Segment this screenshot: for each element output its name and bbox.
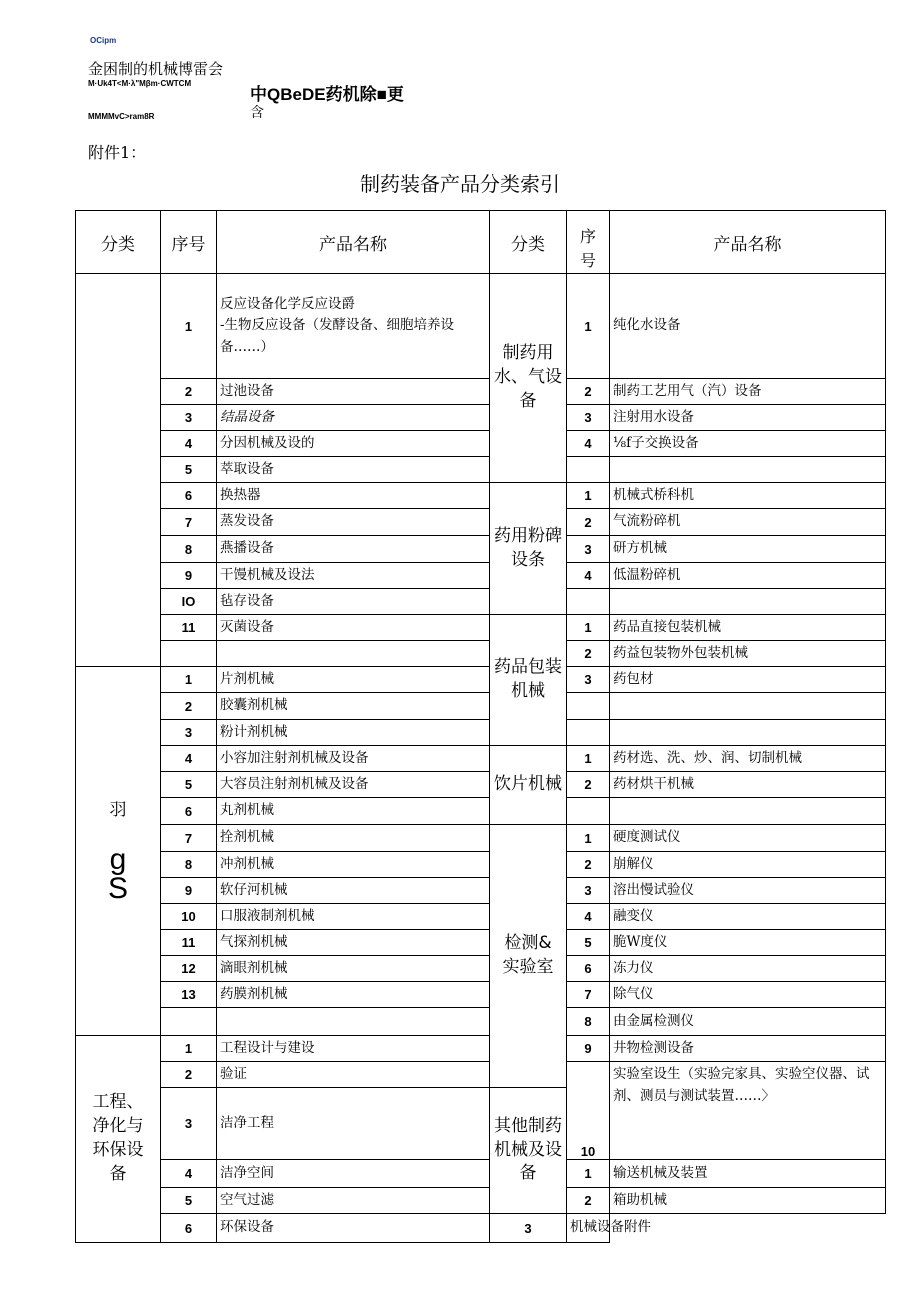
product-name-cell: 冲剂机械 <box>217 852 490 878</box>
table-row <box>76 1036 886 1062</box>
org-name-en-2: MMMMvC>ram8R <box>88 112 155 121</box>
seq-cell: 2 <box>161 693 217 720</box>
seq-cell: 12 <box>161 956 217 982</box>
seq-cell: 5 <box>161 457 217 483</box>
product-name-cell: 纯化水设备 <box>610 274 886 379</box>
product-name-cell: 药膜剂机械 <box>217 982 490 1008</box>
product-index-table <box>75 210 886 1243</box>
seq-cell: 1 <box>567 274 610 379</box>
table-row <box>76 878 886 904</box>
table-row <box>76 509 886 536</box>
table-row <box>76 615 886 641</box>
seq-cell: 4 <box>161 1160 217 1188</box>
seq-cell: 9 <box>161 563 217 589</box>
table-row <box>76 720 886 746</box>
product-name-cell <box>610 798 886 825</box>
seq-cell: 3 <box>161 720 217 746</box>
product-name-cell: 药包材 <box>610 667 886 693</box>
product-name-cell: 冻力仪 <box>610 956 886 982</box>
product-name-cell: 实验室设生（实验完家具、实验空仪器、试剂、测员与测试装置……〉 <box>610 1062 886 1160</box>
seq-cell: 2 <box>161 379 217 405</box>
product-name-cell: 萃取设备 <box>217 457 490 483</box>
product-name-cell: 毡存设备 <box>217 589 490 615</box>
product-name-cell: 分因机械及设的 <box>217 431 490 457</box>
product-name-cell: 灭菌设备 <box>217 615 490 641</box>
org-name-en: M·Uk4T<M·λ"Mβm·CWTCM <box>88 79 192 88</box>
table-row <box>76 693 886 720</box>
seq-cell: 7 <box>161 825 217 852</box>
seq-cell: 7 <box>161 509 217 536</box>
product-name-cell: 药材烘干机械 <box>610 772 886 798</box>
seq-cell: 9 <box>567 1036 610 1062</box>
table-row <box>76 379 886 405</box>
product-name-cell: 燕播设备 <box>217 536 490 563</box>
seq-cell: 10 <box>567 1062 610 1160</box>
association-title: 中QBeDE药机除■更 <box>250 85 404 104</box>
seq-cell: 3 <box>567 405 610 431</box>
category-cell <box>76 667 161 1036</box>
product-name-cell: 洁净空间 <box>217 1160 490 1188</box>
product-name-cell: 低温粉碎机 <box>610 563 886 589</box>
seq-cell: 3 <box>161 405 217 431</box>
table-row <box>76 641 886 667</box>
table-row <box>76 1160 886 1188</box>
seq-cell: 8 <box>161 852 217 878</box>
product-name-cell <box>610 693 886 720</box>
table-row <box>76 982 886 1008</box>
col-header-product: 产品名称 <box>217 211 490 274</box>
seq-cell: 4 <box>567 904 610 930</box>
product-name-cell: 注射用水设备 <box>610 405 886 431</box>
table-row <box>76 956 886 982</box>
table-row <box>76 772 886 798</box>
table-row <box>76 825 886 852</box>
seq-cell: 7 <box>567 982 610 1008</box>
product-name-cell: 除气仪 <box>610 982 886 1008</box>
product-name-cell: 硬度测试仪 <box>610 825 886 852</box>
seq-cell: 4 <box>567 563 610 589</box>
table-row <box>76 667 886 693</box>
seq-cell <box>567 720 610 746</box>
product-name-cell: 气流粉碎机 <box>610 509 886 536</box>
product-name-cell: 滴眼剂机械 <box>217 956 490 982</box>
seq-cell: IO <box>161 589 217 615</box>
table-row <box>76 1008 886 1036</box>
seq-cell: 5 <box>567 930 610 956</box>
seq-cell <box>161 641 217 667</box>
product-name-cell: 药益包装物外包装机械 <box>610 641 886 667</box>
seq-cell: 2 <box>161 1062 217 1088</box>
product-name-cell <box>610 720 886 746</box>
seq-cell: 3 <box>567 536 610 563</box>
product-name-cell: 空气过滤 <box>217 1188 490 1214</box>
category-cell: 工程、 净化与 环保设 备 <box>76 1036 161 1243</box>
product-name-cell: 环保设备 <box>217 1214 490 1243</box>
seq-cell: 11 <box>161 930 217 956</box>
product-name-cell: 崩解仪 <box>610 852 886 878</box>
seq-cell: 6 <box>161 1214 217 1243</box>
seq-cell <box>567 589 610 615</box>
category-cell: 检测& 实验室 <box>490 825 567 1088</box>
product-name-cell: 溶出慢试验仪 <box>610 878 886 904</box>
category-cell: 其他制药 机械及设 备 <box>490 1088 567 1214</box>
seq-cell: 11 <box>161 615 217 641</box>
table-row <box>76 405 886 431</box>
product-name-cell: 井物检测设备 <box>610 1036 886 1062</box>
product-name-cell: 拴剂机械 <box>217 825 490 852</box>
doc-title: 制药装备产品分类索引 <box>360 172 560 196</box>
product-name-cell: 软仔河机械 <box>217 878 490 904</box>
seq-cell: 4 <box>567 431 610 457</box>
product-name-cell: 口服液制剂机械 <box>217 904 490 930</box>
table-row <box>76 563 886 589</box>
seq-cell: 3 <box>161 1088 217 1160</box>
product-name-cell: 小容加注射剂机械及设备 <box>217 746 490 772</box>
seq-cell: 2 <box>567 852 610 878</box>
table-row <box>76 536 886 563</box>
category-cell <box>76 274 161 667</box>
seq-cell: 2 <box>567 379 610 405</box>
seq-cell: 8 <box>567 1008 610 1036</box>
attachment-label: 附件1： <box>88 143 147 162</box>
product-name-cell: 结晶设备 <box>217 405 490 431</box>
category-cell: 饮片机械 <box>490 746 567 825</box>
product-name-cell: 输送机械及装置 <box>610 1160 886 1188</box>
col-header-seq: 序号 <box>161 211 217 274</box>
seq-cell: 1 <box>567 1160 610 1188</box>
seq-cell: 1 <box>567 483 610 509</box>
product-name-cell: 换热器 <box>217 483 490 509</box>
org-name: 金困制的机械博雷会 <box>88 60 224 78</box>
product-name-cell: 脆W度仪 <box>610 930 886 956</box>
table-row <box>76 1188 886 1214</box>
product-name-cell: 由金属检测仪 <box>610 1008 886 1036</box>
seq-cell: 2 <box>567 509 610 536</box>
table-row <box>76 457 886 483</box>
org-logo-text: OCipm <box>90 36 117 45</box>
category-cell: 药用粉碑 设条 <box>490 483 567 615</box>
seq-cell: 2 <box>567 1188 610 1214</box>
table-row <box>76 1214 886 1243</box>
seq-cell: 3 <box>567 667 610 693</box>
seq-cell: 10 <box>161 904 217 930</box>
seq-cell: 5 <box>161 772 217 798</box>
product-name-cell <box>217 1008 490 1036</box>
seq-cell: 2 <box>567 772 610 798</box>
product-name-cell: 洁净工程 <box>217 1088 490 1160</box>
table-row <box>76 1062 886 1088</box>
product-name-cell: 蒸发设备 <box>217 509 490 536</box>
product-name-cell: 大容员注射剂机械及设备 <box>217 772 490 798</box>
product-name-cell: 工程设计与建设 <box>217 1036 490 1062</box>
seq-cell: 13 <box>161 982 217 1008</box>
product-name-cell: 融变仪 <box>610 904 886 930</box>
product-name-cell: 过池设备 <box>217 379 490 405</box>
seq-cell <box>161 1008 217 1036</box>
seq-cell: 4 <box>161 431 217 457</box>
seq-cell: 6 <box>161 483 217 509</box>
seq-cell: 2 <box>567 641 610 667</box>
col-header-product-right: 产品名称 <box>610 211 886 274</box>
seq-cell: 3 <box>490 1214 567 1243</box>
seq-cell: 6 <box>567 956 610 982</box>
product-name-cell: 干馒机械及设法 <box>217 563 490 589</box>
seq-cell: 3 <box>567 878 610 904</box>
seq-cell <box>567 798 610 825</box>
seq-cell: 1 <box>161 1036 217 1062</box>
seq-cell: 4 <box>161 746 217 772</box>
product-name-cell <box>217 641 490 667</box>
seq-cell: 1 <box>567 746 610 772</box>
product-name-cell: 机械式桥科机 <box>610 483 886 509</box>
col-header-category-right: 分类 <box>490 211 567 274</box>
table-row <box>76 746 886 772</box>
seq-cell: 8 <box>161 536 217 563</box>
table-row <box>76 798 886 825</box>
product-name-cell <box>610 589 886 615</box>
product-name-cell: 机械设备附件 <box>567 1214 610 1243</box>
product-name-cell: 粉计剂机械 <box>217 720 490 746</box>
product-name-cell: 验证 <box>217 1062 490 1088</box>
product-name-cell: 药材选、洗、炒、润、切制机械 <box>610 746 886 772</box>
col-header-seq-right: 序 号 <box>567 211 610 274</box>
seq-cell <box>567 693 610 720</box>
product-name-cell: 研方机械 <box>610 536 886 563</box>
product-name-cell: 片剂机械 <box>217 667 490 693</box>
seq-cell: 1 <box>567 825 610 852</box>
table-row <box>76 930 886 956</box>
category-label: 羽 <box>109 799 127 820</box>
category-cell: 制药用 水、气设 备 <box>490 274 567 483</box>
product-name-cell: 制药工艺用气（汽）设备 <box>610 379 886 405</box>
seq-cell: 1 <box>161 274 217 379</box>
category-cell: 药品包装 机械 <box>490 615 567 746</box>
table-row <box>76 852 886 878</box>
product-name-cell: 丸剂机械 <box>217 798 490 825</box>
product-name-cell: 气探剂机械 <box>217 930 490 956</box>
table-row <box>76 904 886 930</box>
table-row <box>76 589 886 615</box>
col-header-category: 分类 <box>76 211 161 274</box>
seq-cell: 9 <box>161 878 217 904</box>
association-title-2: 含 <box>250 105 264 121</box>
seq-cell: 6 <box>161 798 217 825</box>
table-row <box>76 483 886 509</box>
seq-cell <box>567 457 610 483</box>
product-name-cell: 反应设备化学反应设爵 -生物反应设备（发酵设备、细胞培养设备……） <box>217 274 490 379</box>
table-row <box>76 431 886 457</box>
seq-cell: 5 <box>161 1188 217 1214</box>
product-name-cell: 箱助机械 <box>610 1188 886 1214</box>
seq-cell: 1 <box>161 667 217 693</box>
product-name-cell: 胶囊剂机械 <box>217 693 490 720</box>
table-row <box>76 274 886 379</box>
product-name-cell: 药品直接包装机械 <box>610 615 886 641</box>
category-label: gS <box>108 843 129 905</box>
product-name-cell <box>610 457 886 483</box>
seq-cell: 1 <box>567 615 610 641</box>
product-name-cell: ⅛f子交换设备 <box>610 431 886 457</box>
